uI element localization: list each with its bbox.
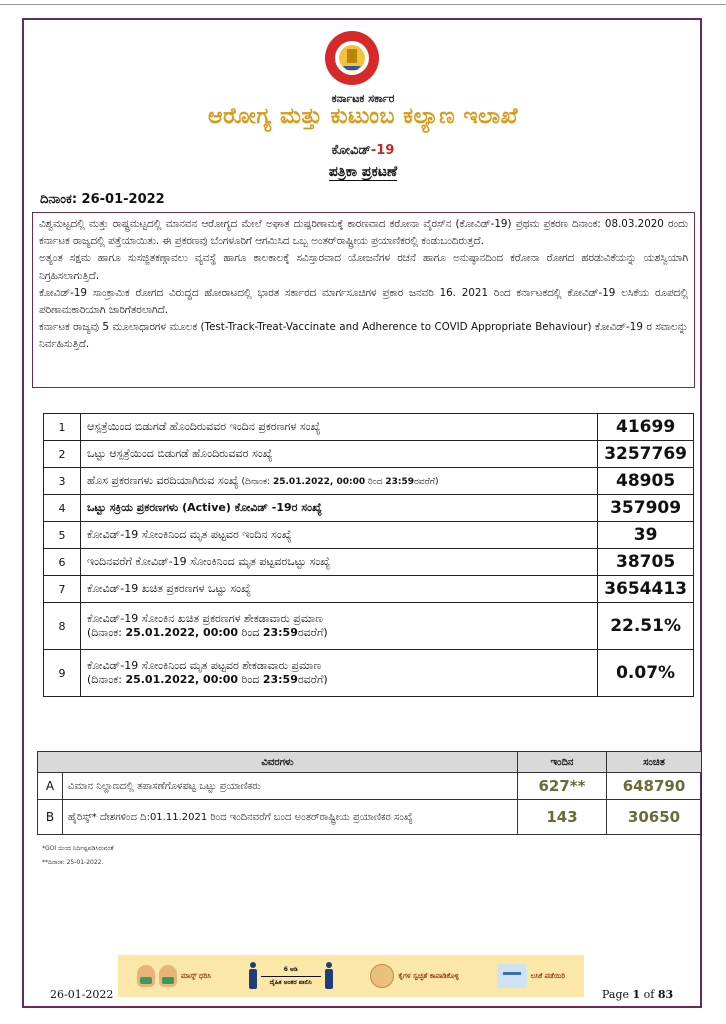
table-row xyxy=(44,549,694,576)
mask-segment xyxy=(137,965,211,987)
row-number: 3 xyxy=(44,468,81,495)
header-today: ಇಂದಿನ xyxy=(518,752,607,773)
date-mid: ರಿಂದ xyxy=(365,477,386,487)
row-label: ಒಟ್ಟು ಸಕ್ರಿಯ ಪ್ರಕರಣಗಳು (Active) ಕೋವಿಡ್ -19ರ ಸಂಖ್ಯೆ xyxy=(81,495,598,522)
covid-title-prefix: ಕೋವಿಡ್ xyxy=(331,143,371,158)
table-row xyxy=(44,650,694,697)
intro-paragraph: ವಿಶ್ವಮಟ್ಟದಲ್ಲಿ ಮತ್ತು ರಾಷ್ಟ್ರಮಟ್ಟದಲ್ಲಿ ಮಾನವನ ಆರೋಗ್ಯದ ಮೇಲೆ ಅಘಾತ ದುಷ್ಪರಿಣಾಮಕ್ಕೆ ಕಾರಣವಾದ ಕರೋನಾ ವೈರಸ್‌ನ (ಕೋವಿಡ್-19) ಪ್ರಥಮ ಪ್ರಕರಣ ದಿನಾಂಕ: 08.03.2020 ರಂದು ಕರ್ನಾಟಕ ರಾಜ್ಯದಲ್ಲಿ ಪತ್ತೆಯಾಯಿತು. ಈ ಪ್ರಕರಣವು ಬೆಂಗಳೂರಿಗೆ ಆಗಮಿಸಿದ ಒಬ್ಬ ಅಂತರ್‌ರಾಷ್ಟ್ರೀಯ ಪ್ರಯಾಣಿಕರಲ್ಲಿ ಕಂಡುಬಂದಿರುತ್ತದೆ. xyxy=(39,218,688,248)
masked-face-icon xyxy=(159,965,177,987)
person-icon xyxy=(249,962,257,990)
covid-stats-table xyxy=(43,413,694,697)
footnote: *GOI ಯಿಂದ ನಿರ್ದಿಷ್ಟಪಡಿಸಿರುವಂತೆ xyxy=(42,845,114,852)
row-label xyxy=(81,468,598,495)
press-release-heading xyxy=(0,164,726,180)
covid-title xyxy=(0,143,726,158)
government-name: ಕರ್ನಾಟಕ ಸರ್ಕಾರ xyxy=(331,92,395,105)
vaccination-icon xyxy=(497,964,527,988)
date-mid: ರಿಂದ xyxy=(238,626,263,639)
intro-paragraph: ಕೋವಿಡ್-19 ಸಾಂಕ್ರಾಮಿಕ ರೋಗದ ವಿರುದ್ಧದ ಹೋರಾಟದಲ್ಲಿ ಭಾರತ ಸರ್ಕಾರದ ಮಾರ್ಗಸೂಚಿಗಳ ಪ್ರಕಾರ ಜನವರಿ 16. 2021 ರಿಂದ ಕರ್ನಾಟಕದಲ್ಲಿ ಕೋವಿಡ್-19 ಲಸಿಕೆಯ ರೂಪದಲ್ಲಿ ಪರಿಣಾಮಕಾರಿಯಾಗಿ ಜಾರಿಗೆತರಲಾಗಿದೆ. xyxy=(39,286,688,317)
footer-date: 26-01-2022 xyxy=(50,988,114,1001)
distance-bottom-text: ದೈಹಿಕ ಅಂತರ ಪಾಲಿಸಿ xyxy=(269,978,312,986)
row-label: ವಿಮಾನ ನಿಲ್ದಾಣದಲ್ಲಿ ತಪಾಸಣೆಗೊಳಪಟ್ಟ ಒಟ್ಟು ಪ್ರಯಾಣಿಕರು xyxy=(63,773,518,800)
row-label-text: ಕೋವಿಡ್-19 ಸೋಂಕಿನಿಂದ ಮೃತ ಪಟ್ಟವರ ಶೇಕಡಾವಾರು ಪ್ರಮಾಣ xyxy=(87,659,322,672)
table-row xyxy=(44,414,694,441)
date-prefix: (ದಿನಾಂಕ: xyxy=(238,477,273,487)
masked-face-icon xyxy=(137,965,155,987)
header-cumulative: ಸಂಚಿತ xyxy=(607,752,702,773)
row-label: ಹೈರಿಸ್ಕ್* ದೇಶಗಳಿಂದ ದಿ:01.11.2021 ರಿಂದ ಇಂದಿನವರೆಗೆ ಬಂದ ಅಂತರ್‌ರಾಷ್ಟ್ರೀಯ ಪ್ರಯಾಣಿಕರ ಸಂಖ್ಯೆ xyxy=(63,800,518,835)
row-cumulative: 648790 xyxy=(607,773,702,800)
row-value: 22.51% xyxy=(598,603,694,650)
double-arrow-icon xyxy=(261,976,321,977)
table-header-row xyxy=(38,752,702,773)
hands-text: ಕೈಗಳ ಸ್ವಚ್ಛತೆ ಕಾಪಾಡಿಕೊಳ್ಳಿ xyxy=(398,971,459,980)
date-suffix: ರವರೆಗೆ) xyxy=(414,477,439,487)
row-letter: B xyxy=(38,800,63,835)
row-label-text: ಕೋವಿಡ್-19 ಸೋಂಕಿನ ಖಚಿತ ಪ್ರಕರಣಗಳ ಶೇಕಡಾವಾರು ಪ್ರಮಾಣ xyxy=(87,612,323,625)
date-suffix: ರವರೆಗೆ) xyxy=(297,673,328,686)
page-prefix: Page xyxy=(602,988,633,1001)
table-row xyxy=(44,603,694,650)
table-row xyxy=(44,441,694,468)
table-row xyxy=(44,495,694,522)
row-label: ಇಂದಿನವರೆಗೆ ಕೋವಿಡ್-19 ಸೋಂಕಿನಿಂದ ಮೃತ ಪಟ್ಟವರಒಟ್ಟು ಸಂಖ್ಯೆ xyxy=(81,549,598,576)
table-row xyxy=(44,468,694,495)
press-release-text: ಪತ್ರಿಕಾ ಪ್ರಕಟಣೆ xyxy=(328,164,398,180)
intro-paragraph: ಕರ್ನಾಟಕ ರಾಜ್ಯವು 5 ಮೂಲಾಧಾರಗಳ ಮೂಲಕ (Test-Track-Treat-Vaccinate and Adherence to COVID Appropriate Behaviour) ಕೋವಿಡ್-19 ರ ಸವಾಲನ್ನು ನಿರ್ವಹಿಸುತ್ತಿದೆ. xyxy=(39,321,688,351)
travellers-table xyxy=(37,751,702,835)
date-start: 25.01.2022, 00:00 xyxy=(272,477,366,487)
row-value: 48905 xyxy=(598,468,694,495)
date-end: 23:59 xyxy=(262,673,298,686)
page-current: 1 xyxy=(632,988,641,1001)
distance-top-text: 6 ಅಡಿ xyxy=(283,965,298,973)
hands-segment xyxy=(370,964,459,988)
footnote: **ದಿನಾಂಕ: 25-01-2022. xyxy=(42,859,104,866)
row-cumulative: 30650 xyxy=(607,800,702,835)
distance-label xyxy=(261,966,321,987)
table-row xyxy=(44,576,694,603)
row-today: 143 xyxy=(518,800,607,835)
row-label: ಕೋವಿಡ್-19 ಸೋಂಕಿನಿಂದ ಮೃತ ಪಟ್ಟವರ ಇಂದಿನ ಸಂಖ್ಯೆ xyxy=(81,522,598,549)
release-date: ದಿನಾಂಕ: 26-01-2022 xyxy=(40,192,165,207)
row-value: 357909 xyxy=(598,495,694,522)
row-letter: A xyxy=(38,773,63,800)
page-number xyxy=(602,988,673,1001)
date-end: 23:59 xyxy=(385,477,415,487)
covid-title-number: -19 xyxy=(370,143,395,158)
intro-paragraph: ಅತ್ಯಂತ ಸಕ್ಷಮ ಹಾಗೂ ಸುಸಜ್ಜಿತಕಣ್ಗಾವಲು ವ್ಯವಸ್ಥೆ ಹಾಗೂ ಕಾಲಕಾಲಕ್ಕೆ ಸವಿಸ್ತಾರವಾದ ಯೋಜನೆಗಳ ರಚನೆ ಹಾಗೂ ಅನುಷ್ಠಾನದಿಂದ ಕರೋನಾ ರೋಗದ ಹರಡುವಿಕೆಯನ್ನು ಯಶಸ್ವಿಯಾಗಿ ನಿಗ್ರಹಿಸಲಾಗುತ್ತಿದೆ. xyxy=(39,252,688,282)
row-number: 4 xyxy=(44,495,81,522)
hand-wash-icon xyxy=(370,964,394,988)
page-of: of xyxy=(640,988,658,1001)
date-start: 25.01.2022, 00:00 xyxy=(125,626,239,639)
top-rule xyxy=(0,4,726,5)
table-row xyxy=(44,522,694,549)
row-value: 38705 xyxy=(598,549,694,576)
department-title: ಆರೋಗ್ಯ ಮತ್ತು ಕುಟುಂಬ ಕಲ್ಯಾಣ ಇಲಾಖೆ xyxy=(207,104,519,129)
person-icon xyxy=(325,962,333,990)
vaccine-segment xyxy=(497,964,566,988)
date-end: 23:59 xyxy=(262,626,298,639)
row-label xyxy=(81,603,598,650)
row-label-date xyxy=(87,626,591,640)
header-details: ವಿವರಗಳು xyxy=(38,752,518,773)
date-prefix: (ದಿನಾಂಕ: xyxy=(87,626,126,639)
row-label: ಕೋವಿಡ್-19 ಖಚಿತ ಪ್ರಕರಣಗಳ ಒಟ್ಟು ಸಂಖ್ಯೆ xyxy=(81,576,598,603)
row-number: 6 xyxy=(44,549,81,576)
date-start: 25.01.2022, 00:00 xyxy=(125,673,239,686)
page-total: 83 xyxy=(657,988,674,1001)
row-number: 9 xyxy=(44,650,81,697)
row-number: 5 xyxy=(44,522,81,549)
row-label-date xyxy=(87,673,591,687)
row-today: 627** xyxy=(518,773,607,800)
row-number: 8 xyxy=(44,603,81,650)
row-label xyxy=(81,650,598,697)
row-number: 7 xyxy=(44,576,81,603)
row-value: 39 xyxy=(598,522,694,549)
safety-banner xyxy=(118,955,584,997)
row-value: 41699 xyxy=(598,414,694,441)
row-number: 2 xyxy=(44,441,81,468)
date-mid: ರಿಂದ xyxy=(238,673,263,686)
intro-box xyxy=(32,212,695,388)
row-number: 1 xyxy=(44,414,81,441)
row-label: ಆಸ್ಪತ್ರೆಯಿಂದ ಬಿಡುಗಡೆ ಹೊಂದಿರುವವರ ಇಂದಿನ ಪ್ರಕರಣಗಳ ಸಂಖ್ಯೆ xyxy=(81,414,598,441)
row-label: ಒಟ್ಟು ಆಸ್ಪತ್ರೆಯಿಂದ ಬಿಡುಗಡೆ ಹೊಂದಿರುವವರ ಸಂಖ್ಯೆ xyxy=(81,441,598,468)
vaccine-text: ಲಸಿಕೆ ಪಡೆಯಿರಿ xyxy=(530,971,566,980)
table-row xyxy=(38,773,702,800)
row-label-date xyxy=(239,477,439,487)
table-row xyxy=(38,800,702,835)
karnataka-emblem-icon xyxy=(317,30,387,86)
row-value: 0.07% xyxy=(598,650,694,697)
row-value: 3257769 xyxy=(598,441,694,468)
distance-segment xyxy=(249,962,333,990)
row-value: 3654413 xyxy=(598,576,694,603)
date-prefix: (ದಿನಾಂಕ: xyxy=(87,673,126,686)
date-suffix: ರವರೆಗೆ) xyxy=(297,626,328,639)
row-label-text: ಹೊಸ ಪ್ರಕರಣಗಳು ವರದಿಯಾಗಿರುವ ಸಂಖ್ಯೆ xyxy=(87,474,239,487)
mask-text: ಮಾಸ್ಕ್ ಧರಿಸಿ xyxy=(180,971,211,980)
